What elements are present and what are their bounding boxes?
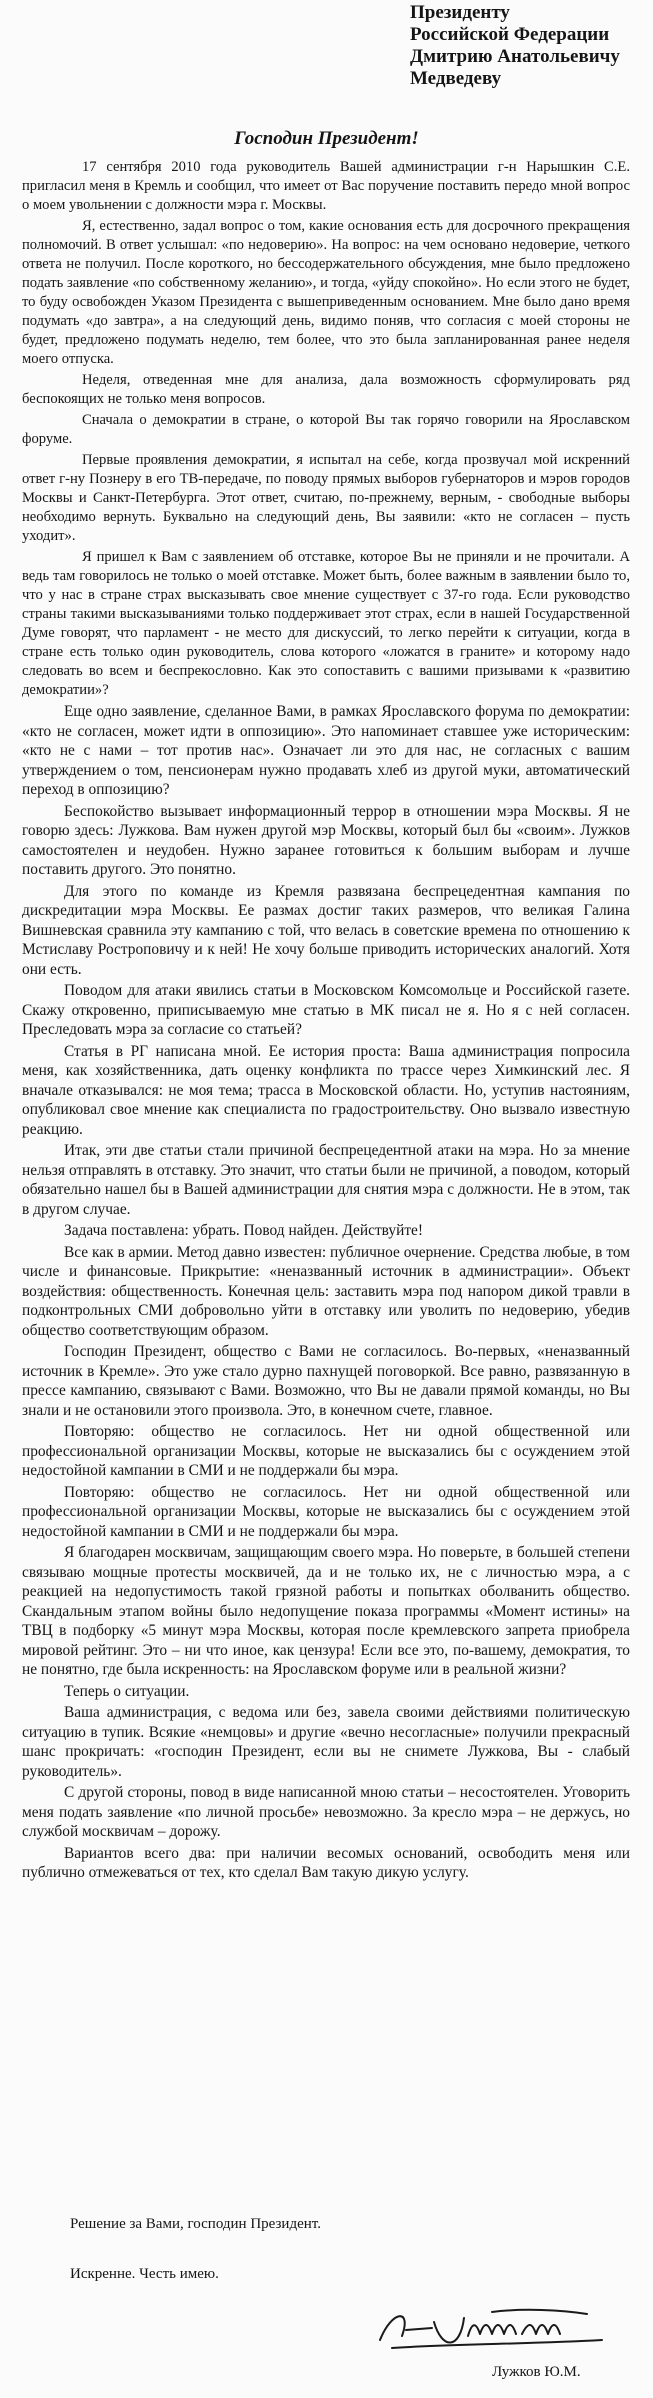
paragraph: Неделя, отведенная мне для анализа, дала возможность сформулировать ряд беспокоящих не только меня вопросов. xyxy=(22,372,630,407)
addressee-block xyxy=(410,2,650,90)
paragraph: Все как в армии. Метод давно известен: публичное очернение. Средства любые, в том числе и финансовые. Прикрытие: «неназванный источник в администрации». Объект воздействия: общественность. Конечная цель: заставить мэра под напором дикой травли в подконтрольных СМИ добровольно уйти в отставку или уволить по недоверию, убедив общество соответствующим образом. xyxy=(22,1243,630,1339)
paragraph: 17 сентября 2010 года руководитель Вашей администрации г-н Нарышкин С.Е. пригласил меня в Кремль и сообщил, что имеет от Вас поручение поставить передо мной вопрос о моем увольнении с должности мэра г. Москвы. xyxy=(22,159,630,213)
paragraph: Повторяю: общество не согласилось. Нет ни одной общественной или профессиональной организации Москвы, которые не высказались бы с осуждением этой недостойной кампании в СМИ и не поддержали бы мэра. xyxy=(22,1423,630,1479)
addressee-line: Президенту xyxy=(410,2,510,23)
paragraph: Теперь о ситуации. xyxy=(64,1682,190,1700)
paragraph: Поводом для атаки явились статьи в Московском Комсомольце и Российской газете. Скажу откровенно, приписываемую мне статью в МК писал не я. Но я с ней согласен. Преследовать мэра за согласие со статьей? xyxy=(22,982,630,1038)
paragraph: Статья в РГ написана мной. Ее история проста: Ваша администрация попросила меня, как хозяйственника, дать оценку конфликта по трассе через Химкинский лес. Я вначале отказывался: не моя тема; трасса в Московской области. Но, уступив настояниям, опубликовал свое мнение как специалиста по градостроительству. Оно вызвало известную реакцию. xyxy=(22,1042,630,1138)
addressee-line: Дмитрию Анатольевичу xyxy=(410,46,620,67)
paragraph: Я благодарен москвичам, защищающим своего мэра. Но поверьте, в большей степени связываю мощные протесты москвичей, да и не только их, не с личностью мэра, а с реакцией на недопустимость такой грязной работы и попытках оболванить общество. Скандальным этапом войны было недопущение показа программы «Момент истины» на ТВЦ в подборку «5 минут мэра Москвы, которая после кремлевского запрета приобрела мировой рейтинг. Это – ни что иное, как цензура! Если все это, по-вашему, демократия, то не понятно, где была искренность: на Ярославском форуме или в реальной жизни? xyxy=(22,1544,630,1678)
paragraph: Повторяю: общество не согласилось. Нет ни одной общественной или профессиональной организации Москвы, которые не высказались бы с осуждением этой недостойной кампании в СМИ и не поддержали бы мэра. xyxy=(22,1483,630,1540)
closing-honor: Искренне. Честь имею. xyxy=(70,2266,219,2282)
paragraph: С другой стороны, повод в виде написанной мною статьи – несостоятелен. Уговорить меня подать заявление «по личной просьбе» невозможно. За кресло мэра – не держусь, но службой москвичам – дорожу. xyxy=(22,1784,630,1840)
closing-decision: Решение за Вами, господин Президент. xyxy=(70,2216,321,2232)
handwritten-signature xyxy=(372,2300,612,2360)
salutation: Господин Президент! xyxy=(234,128,419,149)
letter-body xyxy=(22,158,630,1885)
paragraph: Задача поставлена: убрать. Повод найден. Действуйте! xyxy=(64,1222,424,1239)
letter-section-2 xyxy=(22,702,630,1883)
addressee-line: Медведеву xyxy=(410,68,502,89)
paragraph: Вариантов всего два: при наличии весомых оснований, освободить меня или публично отмежеваться от тех, кто сделал Вам такую дикую услугу. xyxy=(22,1844,630,1881)
paragraph: Для этого по команде из Кремля развязана беспрецедентная кампания по дискредитации мэра Москвы. Ее размах достиг таких размеров, что великая Галина Вишневская сравнила эту кампанию с той, что велась в советские времена по отношению к Мстиславу Ростроповичу и к ней! Не хочу больше приводить исторических аналогий. Хотя они есть. xyxy=(22,882,630,978)
letter-section-1 xyxy=(22,158,630,700)
paragraph: Итак, эти две статьи стали причиной беспрецедентной атаки на мэра. Но за мнение нельзя отправлять в отставку. Это значит, что статьи были не причиной, а поводом, который обязательно нашел бы в Вашей администрации для снятия мэра с должности. Не в этом, так в другом случае. xyxy=(22,1142,630,1218)
paragraph: Еще одно заявление, сделанное Вами, в рамках Ярославского форума по демократии: «кто не согласен, может идти в оппозицию». Это напоминает ставшее уже историческим: «кто не с нами – тот против нас». Означает ли это для нас, не согласных с вашим утверждением о том, пенсионерам нужно продавать хлеб из другой муки, автоматический переход в оппозицию? xyxy=(22,703,630,798)
paragraph: Первые проявления демократии, я испытал на себе, когда прозвучал мой искренний ответ г-ну Познеру в его ТВ-передаче, по поводу прямых выборов губернаторов и мэров городов Москвы и Санкт-Петербурга. Этот ответ, считаю, по-прежнему, верным, - свободные выборы необходимо вернуть. Буквально на следующий день, Вы заявили: «кто не согласен – пусть уходит». xyxy=(22,452,630,544)
signatory-name: Лужков Ю.М. xyxy=(492,2364,581,2380)
paragraph: Я, естественно, задал вопрос о том, какие основания есть для досрочного прекращения полномочий. В ответ услышал: «по недоверию». На вопрос: на чем основано недоверие, четкого ответа не получил. После короткого, но бессодержательного обсуждения, мне было предложено подать заявление «по собственному желанию», и тогда, «уйду спокойно». Но если этого не будет, то буду освобожден Указом Президента с вышеприведенным основанием. Мне было дано время подумать «до завтра», а на следующий день, видимо поняв, что согласия с моей стороны не будет, предложено подумать неделю, тем более, что это была запланированная ранее неделя моего отпуска. xyxy=(22,218,630,367)
paragraph: Господин Президент, общество с Вами не согласилось. Во-первых, «неназванный источник в Кремле». Это уже стало дурно пахнущей поговоркой. Все равно, развязанную в прессе кампанию, связывают с Вами. Возможно, что Вы не давали прямой команды, но Вы знали и не остановили этого произвола. Это, в конечном счете, главное. xyxy=(22,1343,630,1419)
addressee-line: Российской Федерации xyxy=(410,24,610,45)
paragraph: Я пришел к Вам с заявлением об отставке, которое Вы не приняли и не прочитали. А ведь там говорилось не только о моей отставке. Может быть, более важным в заявлении было то, что у нас в стране страх высказывать свое мнение существует с 37-го года. Если руководство страны такими высказываниями только поддерживает этот страх, если в нашей Государственной Думе говорят, что парламент - не место для дискуссий, то легко перейти к ситуации, когда в стране есть только один руководитель, слова которого «ложатся в граните» и которому надо следовать во всем и беспрекословно. Как это сопоставить с вашими призывами к «развитию демократии»? xyxy=(22,549,630,698)
paragraph: Ваша администрация, с ведома или без, завела своими действиями политическую ситуацию в тупик. Всякие «немцовы» и другие «вечно несогласные» получили прекрасный шанс прокричать: «господин Президент, если вы не снимете Лужкова, Вы - слабый руководитель». xyxy=(22,1704,630,1780)
paragraph: Беспокойство вызывает информационный террор в отношении мэра Москвы. Я не говорю здесь: Лужкова. Вам нужен другой мэр Москвы, который был бы «своим». Лужков самостоятелен и неудобен. Нужно заранее готовиться к большим выборам и лучше поставить другого. Это понятно. xyxy=(22,802,630,878)
paragraph: Сначала о демократии в стране, о которой Вы так горячо говорили на Ярославском форуме. xyxy=(22,412,630,447)
